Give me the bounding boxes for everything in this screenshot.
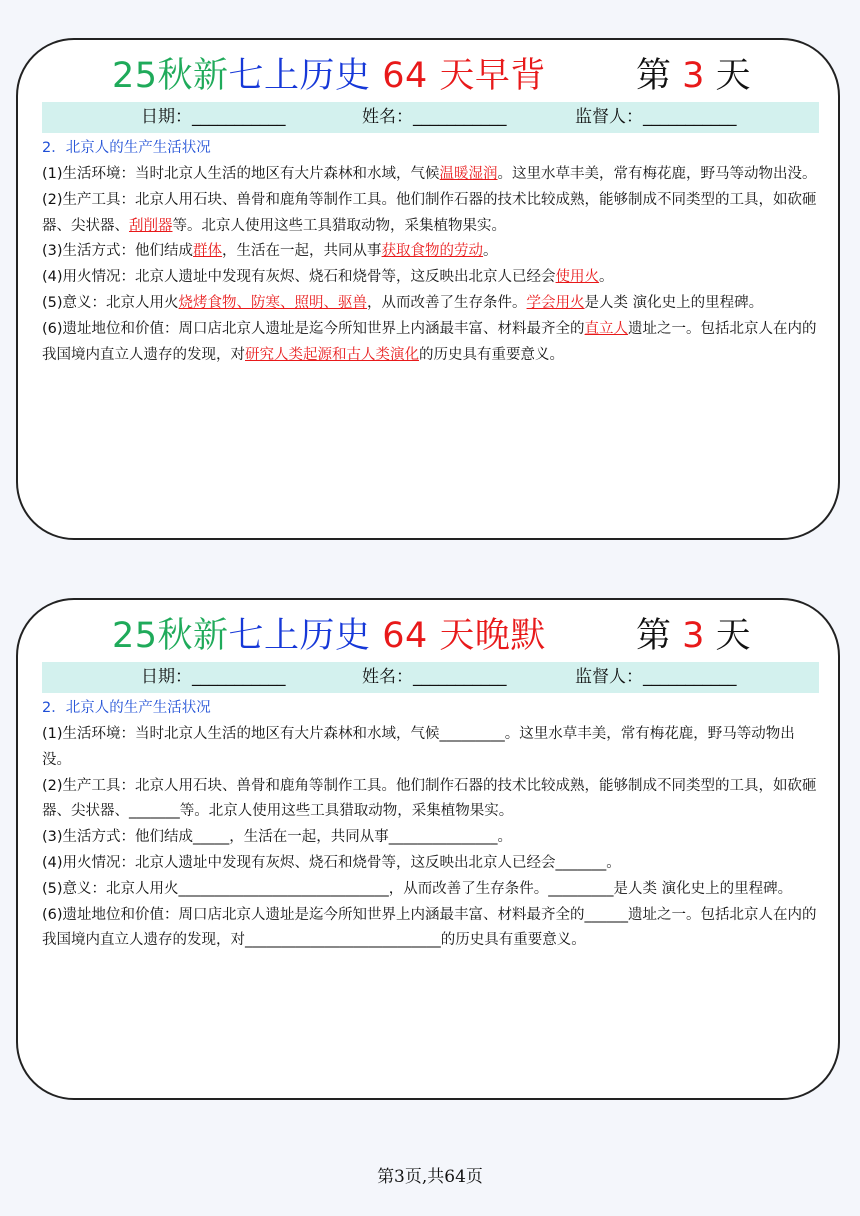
day-counter: [636, 614, 751, 658]
text: 是人类 演化史上的里程碑。: [613, 880, 793, 897]
answer: 群体: [193, 243, 223, 260]
evening-dictation-card: [16, 598, 840, 1100]
item-fire-use: [42, 265, 822, 291]
fill-blank[interactable]: _______: [555, 854, 607, 871]
text: ，生活在一起，共同从事: [222, 243, 382, 260]
name-field: 姓名：___________: [362, 107, 507, 127]
text: (4)用火情况：北京人遗址中发现有灰烬、烧石和烧骨等，这反映出北京人已经会: [42, 854, 556, 871]
answer: 直立人: [584, 320, 629, 337]
day-prefix: 第: [636, 616, 683, 656]
text: (3)生活方式：他们结成: [42, 243, 194, 260]
fill-blank[interactable]: _________: [548, 880, 614, 897]
text: 等。北京人使用这些工具猎取动物，采集植物果实。: [172, 217, 506, 234]
item-lifestyle: [42, 825, 822, 851]
info-bar: [42, 102, 819, 133]
title-part-subject: 七上历史: [228, 56, 371, 96]
section-subtitle: 2．北京人的生产生活状况: [42, 140, 211, 156]
text: 等。北京人使用这些工具猎取动物，采集植物果实。: [179, 803, 514, 820]
text: 。: [606, 854, 621, 871]
text: 。这里水草丰美，常有梅花鹿，野马等动物出没。: [497, 166, 817, 182]
date-field: 日期：___________: [141, 667, 286, 687]
card-header: [18, 608, 838, 664]
text: (6)遗址地位和价值：周口店北京人遗址是迄今所知世界上内涵最丰富、材料最齐全的: [42, 906, 585, 923]
text: 的历史具有重要意义。: [419, 346, 564, 363]
text: 。: [483, 243, 498, 260]
day-suffix: 天: [704, 616, 751, 656]
text: 遗址之一。包括北京人在内的我国境内直立人遗存的发现，对: [42, 320, 817, 363]
card-title: [112, 614, 546, 658]
day-counter: [636, 54, 751, 98]
fill-blank[interactable]: _______________: [388, 829, 498, 846]
item-site-value: [42, 903, 822, 955]
title-part-plan: 64 天早背: [382, 56, 546, 96]
day-suffix: 天: [704, 56, 751, 96]
answer: 研究人类起源和古人类演化: [245, 346, 419, 363]
fill-blank[interactable]: ______: [584, 906, 629, 923]
answer: 获取食物的劳动: [381, 243, 484, 260]
item-site-value: [42, 317, 822, 369]
answer: 刮削器: [129, 217, 173, 234]
text: (1)生活环境：当时北京人生活的地区有大片森林和水域，气候: [42, 166, 440, 182]
info-bar: [42, 662, 819, 693]
answer: 烧烤食物、防寒、照明、驱兽: [178, 294, 368, 311]
text: 。: [497, 829, 513, 846]
item-environment: [42, 162, 822, 188]
text: (3)生活方式：他们结成: [42, 829, 194, 846]
item-tools: [42, 188, 822, 240]
supervisor-field: 监督人：___________: [575, 667, 737, 687]
text: 的历史具有重要意义。: [440, 932, 586, 949]
text: ，从而改善了生存条件。: [367, 294, 527, 311]
text: ，从而改善了生存条件。: [388, 880, 549, 897]
section-body: [42, 162, 822, 368]
fill-blank[interactable]: _____________________________: [178, 880, 389, 897]
text: (5)意义：北京人用火: [42, 294, 179, 311]
fill-blank[interactable]: ___________________________: [245, 932, 441, 949]
card-header: [18, 48, 838, 104]
item-lifestyle: [42, 239, 822, 265]
text: 遗址之一。包括北京人在内的我国境内直立人遗存的发现，对: [42, 906, 817, 949]
text: (1)生活环境：当时北京人生活的地区有大片森林和水域，气候: [42, 726, 440, 742]
title-part-year: 25秋新: [112, 56, 229, 96]
name-field: 姓名：___________: [362, 667, 507, 687]
day-number: 3: [682, 616, 705, 656]
item-fire-use: [42, 851, 822, 877]
answer: 学会用火: [526, 294, 585, 311]
date-field: 日期：___________: [141, 107, 286, 127]
item-significance: [42, 291, 822, 317]
text: (2)生产工具：北京人用石块、兽骨和鹿角等制作工具。他们制作石器的技术比较成熟，能够制成不同类型的工具，如砍砸器、尖状器、: [42, 777, 817, 820]
item-significance: [42, 877, 822, 903]
fill-blank[interactable]: _____: [193, 829, 230, 846]
text: 。这里水草丰美，常有梅花鹿，野马等动物出没。: [42, 726, 795, 768]
item-environment: [42, 722, 822, 774]
morning-recite-card: [16, 38, 840, 540]
title-part-plan: 64 天晚默: [382, 616, 546, 656]
text: 。: [599, 269, 614, 286]
text: (4)用火情况：北京人遗址中发现有灰烬、烧石和烧骨等，这反映出北京人已经会: [42, 269, 556, 286]
card-title: [112, 54, 546, 98]
text: 是人类 演化史上的里程碑。: [584, 294, 764, 311]
section-body: [42, 722, 822, 954]
text: ，生活在一起，共同从事: [229, 829, 389, 846]
text: (6)遗址地位和价值：周口店北京人遗址是迄今所知世界上内涵最丰富、材料最齐全的: [42, 320, 585, 337]
title-part-year: 25秋新: [112, 616, 229, 656]
title-part-subject: 七上历史: [228, 616, 371, 656]
day-number: 3: [682, 56, 705, 96]
section-subtitle: 2．北京人的生产生活状况: [42, 700, 211, 716]
supervisor-field: 监督人：___________: [575, 107, 737, 127]
page-number: 第3页,共64页: [377, 1167, 483, 1187]
item-tools: [42, 774, 822, 826]
fill-blank[interactable]: _______: [129, 803, 180, 820]
text: (2)生产工具：北京人用石块、兽骨和鹿角等制作工具。他们制作石器的技术比较成熟，能够制成不同类型的工具，如砍砸器、尖状器、: [42, 191, 817, 234]
answer: 温暖湿润: [439, 166, 498, 182]
fill-blank[interactable]: _________: [439, 726, 505, 742]
answer: 使用火: [555, 269, 600, 286]
day-prefix: 第: [636, 56, 683, 96]
text: (5)意义：北京人用火: [42, 880, 179, 897]
